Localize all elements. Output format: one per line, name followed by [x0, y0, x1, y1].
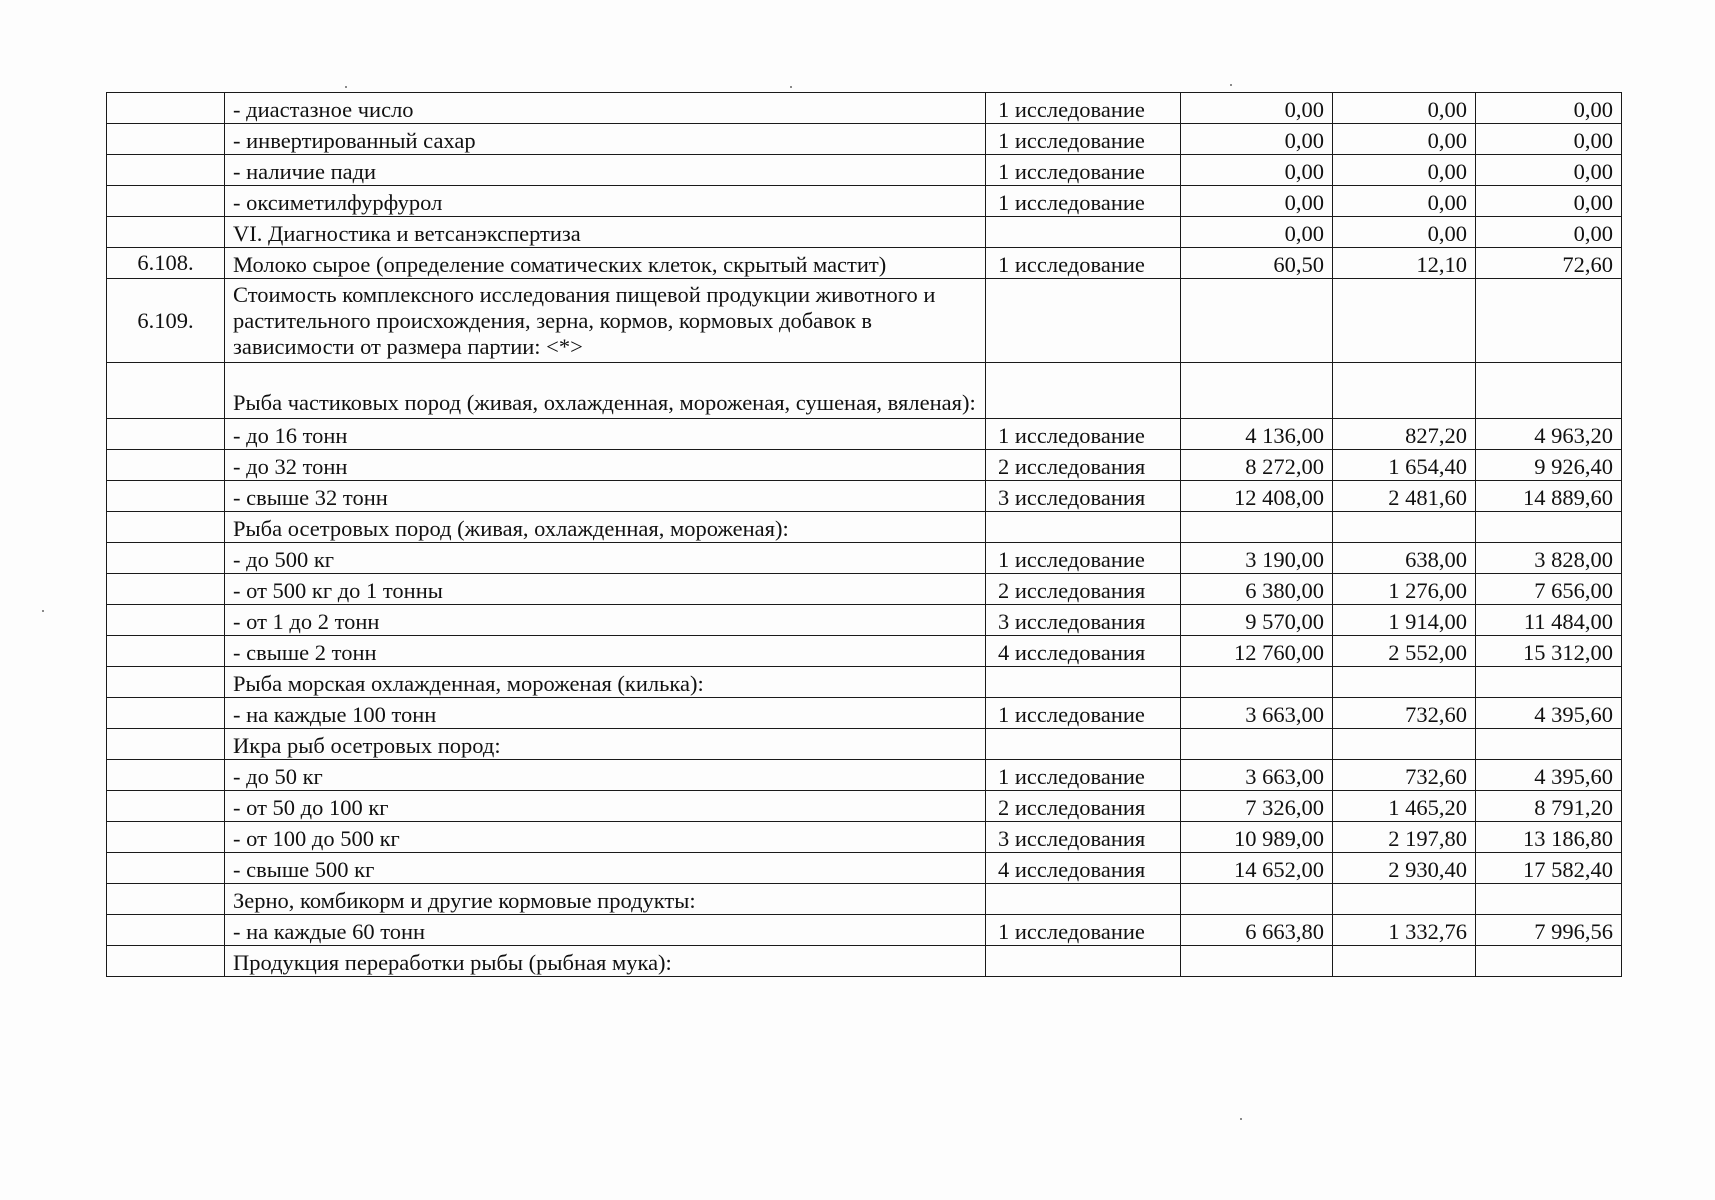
row-vat: 2 552,00 [1333, 636, 1476, 667]
table-row [107, 481, 1622, 512]
row-code [107, 419, 225, 450]
row-price: 8 272,00 [1181, 450, 1333, 481]
row-code [107, 217, 225, 248]
row-name: VI. Диагностика и ветсанэкспертиза [225, 217, 986, 248]
row-vat: 1 276,00 [1333, 574, 1476, 605]
row-unit [986, 512, 1181, 543]
scan-speck [1230, 84, 1232, 86]
row-price: 0,00 [1181, 186, 1333, 217]
row-name: - до 16 тонн [225, 419, 986, 450]
row-vat: 12,10 [1333, 248, 1476, 279]
row-total: 0,00 [1476, 93, 1622, 124]
row-total: 17 582,40 [1476, 853, 1622, 884]
table-row [107, 574, 1622, 605]
row-unit: 4 исследования [986, 636, 1181, 667]
table-row [107, 667, 1622, 698]
row-price: 7 326,00 [1181, 791, 1333, 822]
table-row [107, 915, 1622, 946]
row-total: 7 996,56 [1476, 915, 1622, 946]
row-code [107, 791, 225, 822]
row-name: - от 500 кг до 1 тонны [225, 574, 986, 605]
row-vat: 0,00 [1333, 93, 1476, 124]
price-table-body [107, 93, 1622, 977]
row-total: 11 484,00 [1476, 605, 1622, 636]
row-total [1476, 946, 1622, 977]
row-unit: 3 исследования [986, 822, 1181, 853]
table-row [107, 605, 1622, 636]
row-price [1181, 363, 1333, 419]
row-code [107, 760, 225, 791]
table-row [107, 822, 1622, 853]
table-row [107, 93, 1622, 124]
row-unit: 1 исследование [986, 543, 1181, 574]
row-unit: 1 исследование [986, 155, 1181, 186]
row-name: - наличие пади [225, 155, 986, 186]
row-price [1181, 279, 1333, 363]
row-vat: 1 914,00 [1333, 605, 1476, 636]
row-unit [986, 279, 1181, 363]
row-code [107, 884, 225, 915]
row-total: 0,00 [1476, 124, 1622, 155]
table-row [107, 853, 1622, 884]
row-name: Икра рыб осетровых пород: [225, 729, 986, 760]
row-name: - от 1 до 2 тонн [225, 605, 986, 636]
row-vat [1333, 667, 1476, 698]
row-vat: 2 481,60 [1333, 481, 1476, 512]
row-unit: 3 исследования [986, 605, 1181, 636]
scan-speck [790, 86, 792, 88]
row-price [1181, 729, 1333, 760]
row-unit: 1 исследование [986, 124, 1181, 155]
price-table [106, 92, 1622, 977]
row-vat [1333, 363, 1476, 419]
row-price: 3 663,00 [1181, 698, 1333, 729]
row-total: 0,00 [1476, 217, 1622, 248]
row-code [107, 543, 225, 574]
table-row [107, 363, 1622, 419]
row-vat: 1 465,20 [1333, 791, 1476, 822]
row-code [107, 481, 225, 512]
row-name: Продукция переработки рыбы (рыбная мука): [225, 946, 986, 977]
table-row [107, 946, 1622, 977]
row-vat: 732,60 [1333, 698, 1476, 729]
row-total [1476, 667, 1622, 698]
row-price: 0,00 [1181, 217, 1333, 248]
row-total [1476, 729, 1622, 760]
row-unit: 1 исследование [986, 248, 1181, 279]
row-code [107, 186, 225, 217]
table-row [107, 124, 1622, 155]
row-code [107, 124, 225, 155]
row-name: - от 100 до 500 кг [225, 822, 986, 853]
row-total [1476, 279, 1622, 363]
row-price: 10 989,00 [1181, 822, 1333, 853]
row-name: Рыба морская охлажденная, мороженая (килька): [225, 667, 986, 698]
row-unit: 1 исследование [986, 186, 1181, 217]
row-name: Молоко сырое (определение соматических клеток, скрытый мастит) [225, 248, 986, 279]
row-code [107, 155, 225, 186]
row-price: 9 570,00 [1181, 605, 1333, 636]
row-price: 60,50 [1181, 248, 1333, 279]
row-vat [1333, 279, 1476, 363]
row-unit: 2 исследования [986, 450, 1181, 481]
row-unit: 1 исследование [986, 419, 1181, 450]
row-total [1476, 512, 1622, 543]
row-name: - до 50 кг [225, 760, 986, 791]
row-vat: 1 654,40 [1333, 450, 1476, 481]
row-name: - свыше 500 кг [225, 853, 986, 884]
row-unit [986, 363, 1181, 419]
row-code [107, 729, 225, 760]
row-total: 4 395,60 [1476, 698, 1622, 729]
table-row [107, 636, 1622, 667]
row-vat [1333, 729, 1476, 760]
row-total: 0,00 [1476, 155, 1622, 186]
row-vat [1333, 884, 1476, 915]
row-total: 9 926,40 [1476, 450, 1622, 481]
table-row [107, 248, 1622, 279]
row-price: 0,00 [1181, 155, 1333, 186]
row-name: - свыше 2 тонн [225, 636, 986, 667]
row-total [1476, 363, 1622, 419]
table-row [107, 791, 1622, 822]
row-code [107, 698, 225, 729]
row-price: 14 652,00 [1181, 853, 1333, 884]
row-name: - инвертированный сахар [225, 124, 986, 155]
row-vat [1333, 512, 1476, 543]
table-row [107, 186, 1622, 217]
row-code [107, 93, 225, 124]
row-price: 3 190,00 [1181, 543, 1333, 574]
row-vat: 2 930,40 [1333, 853, 1476, 884]
row-code [107, 636, 225, 667]
row-total: 4 395,60 [1476, 760, 1622, 791]
row-code [107, 574, 225, 605]
row-name: Рыба частиковых пород (живая, охлажденная, мороженая, сушеная, вяленая): [225, 363, 986, 419]
row-price [1181, 946, 1333, 977]
row-unit: 2 исследования [986, 791, 1181, 822]
table-row [107, 217, 1622, 248]
row-code [107, 450, 225, 481]
row-name: Рыба осетровых пород (живая, охлажденная, мороженая): [225, 512, 986, 543]
row-total: 4 963,20 [1476, 419, 1622, 450]
row-total: 72,60 [1476, 248, 1622, 279]
table-row [107, 729, 1622, 760]
row-code: 6.109. [107, 279, 225, 363]
row-price: 6 380,00 [1181, 574, 1333, 605]
row-unit [986, 729, 1181, 760]
row-name: - на каждые 100 тонн [225, 698, 986, 729]
row-total: 13 186,80 [1476, 822, 1622, 853]
table-row [107, 155, 1622, 186]
table-row [107, 450, 1622, 481]
row-price [1181, 667, 1333, 698]
row-name: - оксиметилфурфурол [225, 186, 986, 217]
table-row [107, 419, 1622, 450]
row-vat: 732,60 [1333, 760, 1476, 791]
row-unit [986, 217, 1181, 248]
row-vat: 2 197,80 [1333, 822, 1476, 853]
row-name: - диастазное число [225, 93, 986, 124]
table-row [107, 512, 1622, 543]
scan-speck [1240, 1118, 1242, 1120]
row-name: - до 32 тонн [225, 450, 986, 481]
table-row [107, 543, 1622, 574]
row-price: 0,00 [1181, 124, 1333, 155]
table-row [107, 698, 1622, 729]
row-vat: 0,00 [1333, 124, 1476, 155]
row-price: 12 408,00 [1181, 481, 1333, 512]
row-unit: 1 исследование [986, 698, 1181, 729]
row-name: - на каждые 60 тонн [225, 915, 986, 946]
row-unit: 1 исследование [986, 915, 1181, 946]
row-name: - до 500 кг [225, 543, 986, 574]
row-price: 12 760,00 [1181, 636, 1333, 667]
row-code [107, 853, 225, 884]
row-unit: 4 исследования [986, 853, 1181, 884]
table-row [107, 279, 1622, 363]
row-name: - свыше 32 тонн [225, 481, 986, 512]
row-code [107, 946, 225, 977]
row-vat: 638,00 [1333, 543, 1476, 574]
row-price: 0,00 [1181, 93, 1333, 124]
row-code [107, 363, 225, 419]
row-total: 3 828,00 [1476, 543, 1622, 574]
row-name: Зерно, комбикорм и другие кормовые продукты: [225, 884, 986, 915]
row-code [107, 512, 225, 543]
row-total [1476, 884, 1622, 915]
row-vat: 0,00 [1333, 217, 1476, 248]
row-unit: 2 исследования [986, 574, 1181, 605]
row-price [1181, 884, 1333, 915]
table-row [107, 884, 1622, 915]
row-price: 6 663,80 [1181, 915, 1333, 946]
row-code [107, 915, 225, 946]
row-total: 14 889,60 [1476, 481, 1622, 512]
row-unit [986, 946, 1181, 977]
row-code: 6.108. [107, 248, 225, 279]
row-total: 0,00 [1476, 186, 1622, 217]
row-vat: 827,20 [1333, 419, 1476, 450]
row-total: 8 791,20 [1476, 791, 1622, 822]
scan-speck [345, 86, 347, 88]
row-name: - от 50 до 100 кг [225, 791, 986, 822]
row-price: 3 663,00 [1181, 760, 1333, 791]
row-vat: 1 332,76 [1333, 915, 1476, 946]
row-vat [1333, 946, 1476, 977]
table-row [107, 760, 1622, 791]
scan-speck [42, 610, 44, 612]
row-total: 15 312,00 [1476, 636, 1622, 667]
row-vat: 0,00 [1333, 155, 1476, 186]
row-unit [986, 667, 1181, 698]
row-unit: 3 исследования [986, 481, 1181, 512]
row-code [107, 667, 225, 698]
row-total: 7 656,00 [1476, 574, 1622, 605]
row-unit: 1 исследование [986, 760, 1181, 791]
row-vat: 0,00 [1333, 186, 1476, 217]
row-price: 4 136,00 [1181, 419, 1333, 450]
row-name: Стоимость комплексного исследования пищевой продукции животного и растительного происхождения, зерна, кормов, кормовых добавок в зависимости от размера партии: <*> [225, 279, 986, 363]
row-price [1181, 512, 1333, 543]
row-unit: 1 исследование [986, 93, 1181, 124]
row-code [107, 605, 225, 636]
row-code [107, 822, 225, 853]
row-unit [986, 884, 1181, 915]
